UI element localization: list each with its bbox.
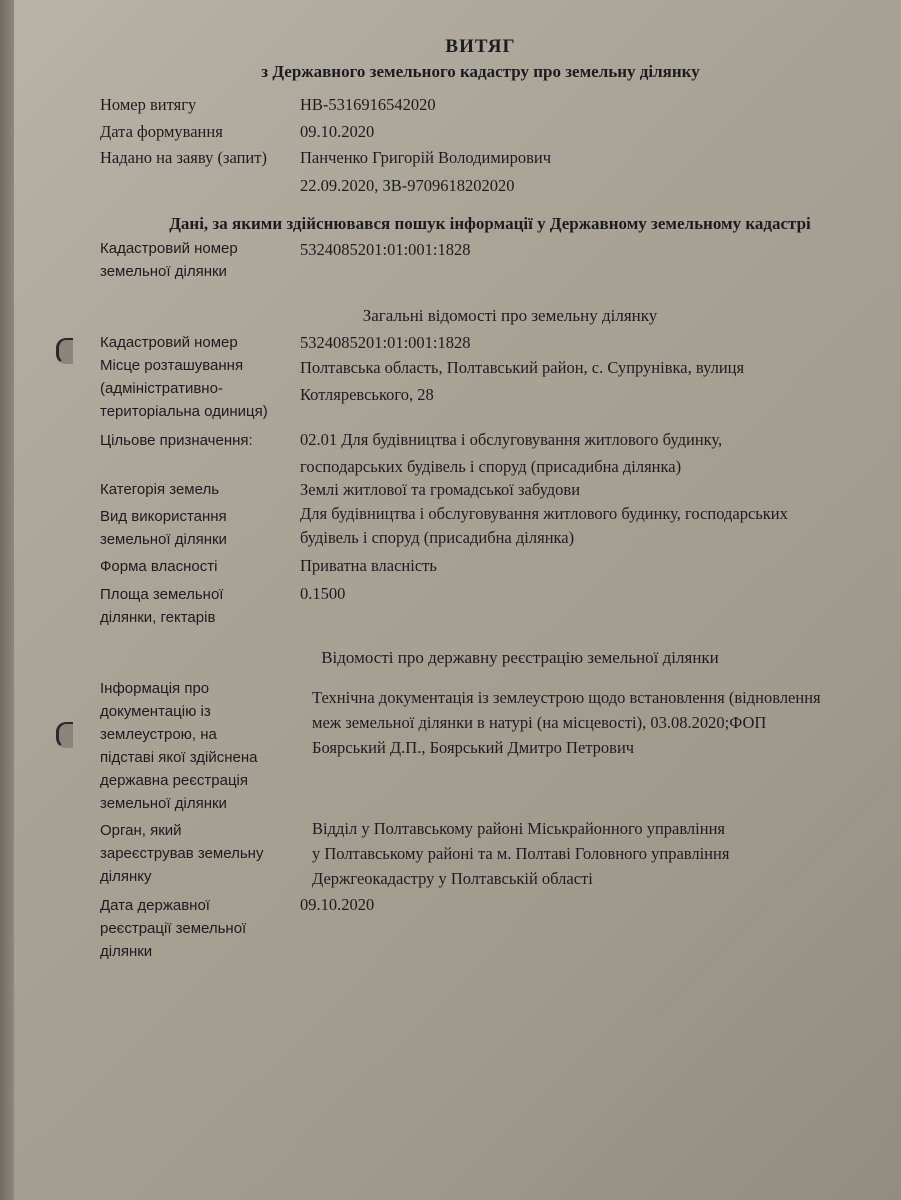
extract-number-value: НВ-5316916542020 bbox=[300, 95, 436, 114]
request-value: Панченко Григорій Володимирович 22.09.2020, ЗВ-9709618202020 bbox=[300, 148, 552, 195]
search-cadastral-value: 5324085201:01:001:1828 bbox=[300, 240, 471, 259]
registration-date-label: Дата державної реєстрації земельної ділянки bbox=[100, 897, 247, 960]
area-label: Площа земельної ділянки, гектарів bbox=[100, 586, 224, 626]
location-label: Місце розташування (адміністративно- територіальна одиниця) bbox=[100, 357, 268, 420]
punch-hole bbox=[56, 338, 73, 364]
purpose-label: Цільове призначення: bbox=[100, 432, 253, 449]
request-label: Надано на заяву (запит) bbox=[100, 148, 267, 167]
page-binding-edge bbox=[0, 0, 14, 1200]
location-value: Полтавська область, Полтавський район, с. Супрунівка, вулиця Котляревського, 28 bbox=[300, 358, 745, 404]
area-value: 0.1500 bbox=[300, 584, 346, 603]
document-title: ВИТЯГ bbox=[445, 36, 516, 57]
purpose-value: 02.01 Для будівництва і обслуговування житлового будинку, господарських будівель і споруд (присадибна ділянка) bbox=[300, 430, 723, 476]
formation-date-value: 09.10.2020 bbox=[300, 122, 375, 141]
search-cadastral-label: Кадастровий номер земельної ділянки bbox=[100, 240, 238, 280]
formation-date-label: Дата формування bbox=[100, 122, 223, 141]
land-category-value: Землі житлової та громадської забудови bbox=[300, 480, 581, 499]
registering-authority-label: Орган, який зареєстрував земельну ділянку bbox=[100, 822, 264, 885]
ownership-form-label: Форма власності bbox=[100, 558, 218, 575]
registering-authority-value: Відділ у Полтавському районі Міськрайонного управління у Полтавському районі та м. Полтаві Головного управління Держгеокадастру у Полтавській області bbox=[312, 819, 730, 888]
search-section-heading: Дані, за якими здійснювався пошук інформації у Державному земельному кадастрі bbox=[169, 214, 811, 233]
registration-section-heading: Відомості про державну реєстрацію земельної ділянки bbox=[321, 648, 719, 667]
punch-hole bbox=[56, 722, 73, 748]
registration-date-value: 09.10.2020 bbox=[300, 895, 375, 914]
land-category-label: Категорія земель bbox=[100, 481, 220, 498]
document-subtitle: з Державного земельного кадастру про земельну ділянку bbox=[261, 62, 700, 81]
extract-number-label: Номер витягу bbox=[100, 95, 197, 114]
usage-type-value: Для будівництва і обслуговування житлового будинку, господарських будівель і споруд (присадибна ділянка) bbox=[300, 504, 788, 547]
ownership-form-value: Приватна власність bbox=[300, 556, 437, 575]
documentation-value: Технічна документація із землеустрою щодо встановлення (відновлення меж земельної ділянки в натурі (на місцевості), 03.08.2020;ФОП Боярський Д.П., Боярський Дмитро Петрович bbox=[312, 688, 821, 757]
usage-type-label: Вид використання земельної ділянки bbox=[100, 508, 227, 548]
general-section-heading: Загальні відомості про земельну ділянку bbox=[362, 306, 658, 325]
cadastral-number-value: 5324085201:01:001:1828 bbox=[300, 333, 471, 352]
documentation-label: Інформація про документацію із землеустрою, на підставі якої здійснена державна реєстрація земельної ділянки bbox=[100, 680, 258, 812]
cadastral-number-label: Кадастровий номер bbox=[100, 334, 238, 351]
